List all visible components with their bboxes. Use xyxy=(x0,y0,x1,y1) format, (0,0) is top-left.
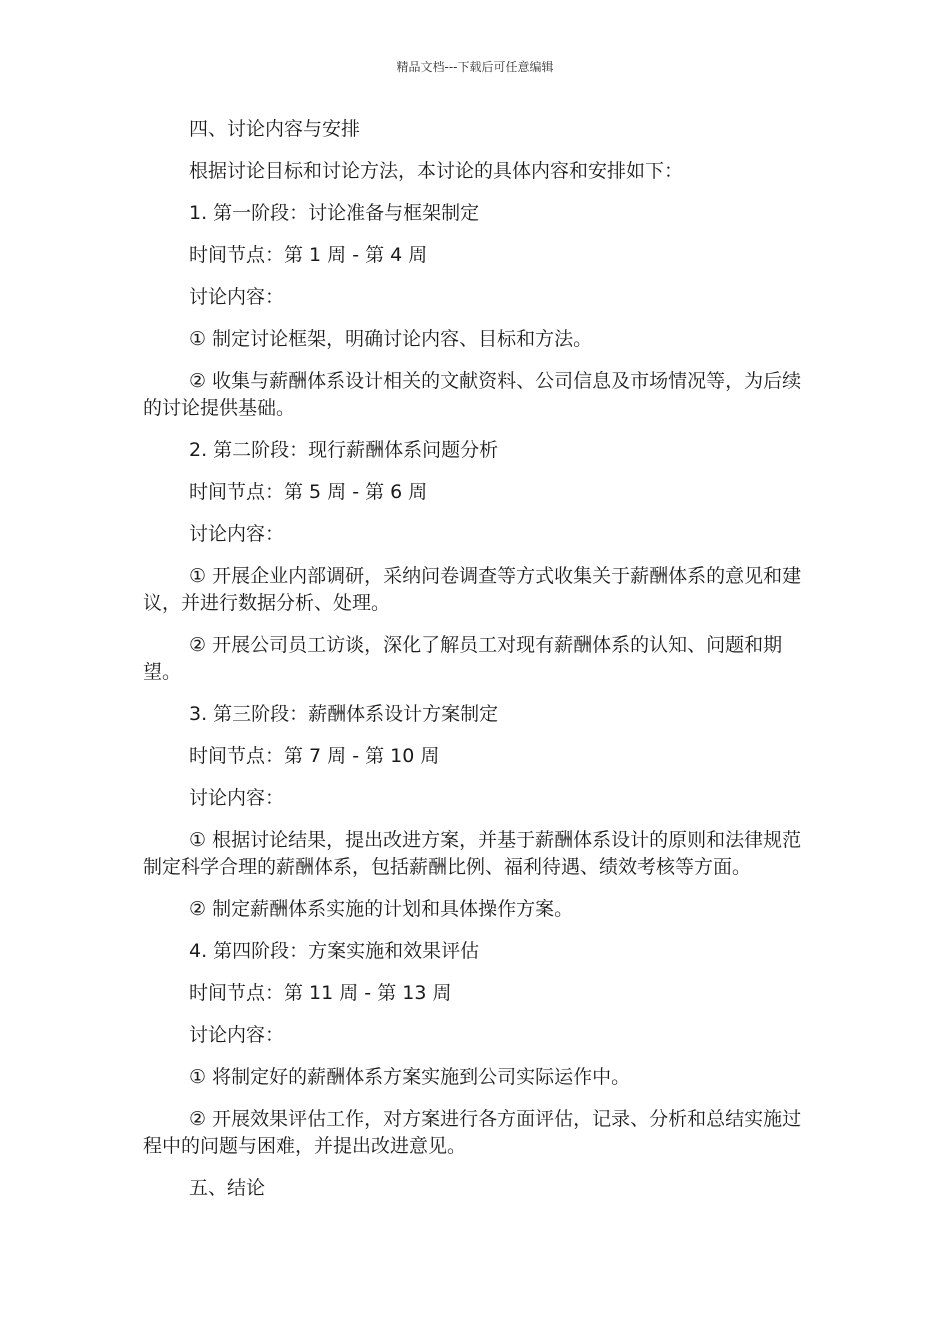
stage-3-content-label: 讨论内容： xyxy=(189,787,285,809)
stage-3-title: 3. 第三阶段：薪酬体系设计方案制定 xyxy=(189,703,499,725)
stage-2-time: 时间节点：第 5 周 - 第 6 周 xyxy=(189,481,428,503)
stage-2-content-label: 讨论内容： xyxy=(189,523,285,545)
stage-2-title: 2. 第二阶段：现行薪酬体系问题分析 xyxy=(189,439,499,461)
stage-3-item-1: ① 根据讨论结果，提出改进方案，并基于薪酬体系设计的原则和法律规范制定科学合理的薪酬体系，包括薪酬比例、福利待遇、绩效考核等方面。 xyxy=(143,829,802,878)
stage-4-item-2: ② 开展效果评估工作，对方案进行各方面评估，记录、分析和总结实施过程中的问题与困难，并提出改进意见。 xyxy=(143,1108,802,1157)
stage-1-item-1: ① 制定讨论框架，明确讨论内容、目标和方法。 xyxy=(189,328,593,350)
stage-3-item-2: ② 制定薪酬体系实施的计划和具体操作方案。 xyxy=(189,898,574,920)
stage-1-time: 时间节点：第 1 周 - 第 4 周 xyxy=(189,244,428,266)
stage-4-time: 时间节点：第 11 周 - 第 13 周 xyxy=(189,982,452,1004)
stage-4-content-label: 讨论内容： xyxy=(189,1024,285,1046)
stage-4-title: 4. 第四阶段：方案实施和效果评估 xyxy=(189,940,480,962)
stage-1-title: 1. 第一阶段：讨论准备与框架制定 xyxy=(189,202,480,224)
stage-2-item-2: ② 开展公司员工访谈，深化了解员工对现有薪酬体系的认知、问题和期望。 xyxy=(143,634,783,683)
page-header: 精品文档---下载后可任意编辑 xyxy=(396,60,554,74)
stage-1-item-2: ② 收集与薪酬体系设计相关的文献资料、公司信息及市场情况等，为后续的讨论提供基础。 xyxy=(143,370,802,419)
section-heading-4: 四、讨论内容与安排 xyxy=(189,118,361,140)
stage-2-item-1: ① 开展企业内部调研，采纳问卷调查等方式收集关于薪酬体系的意见和建议，并进行数据分析、处理。 xyxy=(143,565,802,614)
stage-4-item-1: ① 将制定好的薪酬体系方案实施到公司实际运作中。 xyxy=(189,1066,631,1088)
intro-paragraph: 根据讨论目标和讨论方法，本讨论的具体内容和安排如下： xyxy=(189,160,684,182)
stage-1-content-label: 讨论内容： xyxy=(189,286,285,308)
section-heading-5: 五、结论 xyxy=(189,1177,266,1199)
stage-3-time: 时间节点：第 7 周 - 第 10 周 xyxy=(189,745,440,767)
document-body xyxy=(143,116,803,1217)
